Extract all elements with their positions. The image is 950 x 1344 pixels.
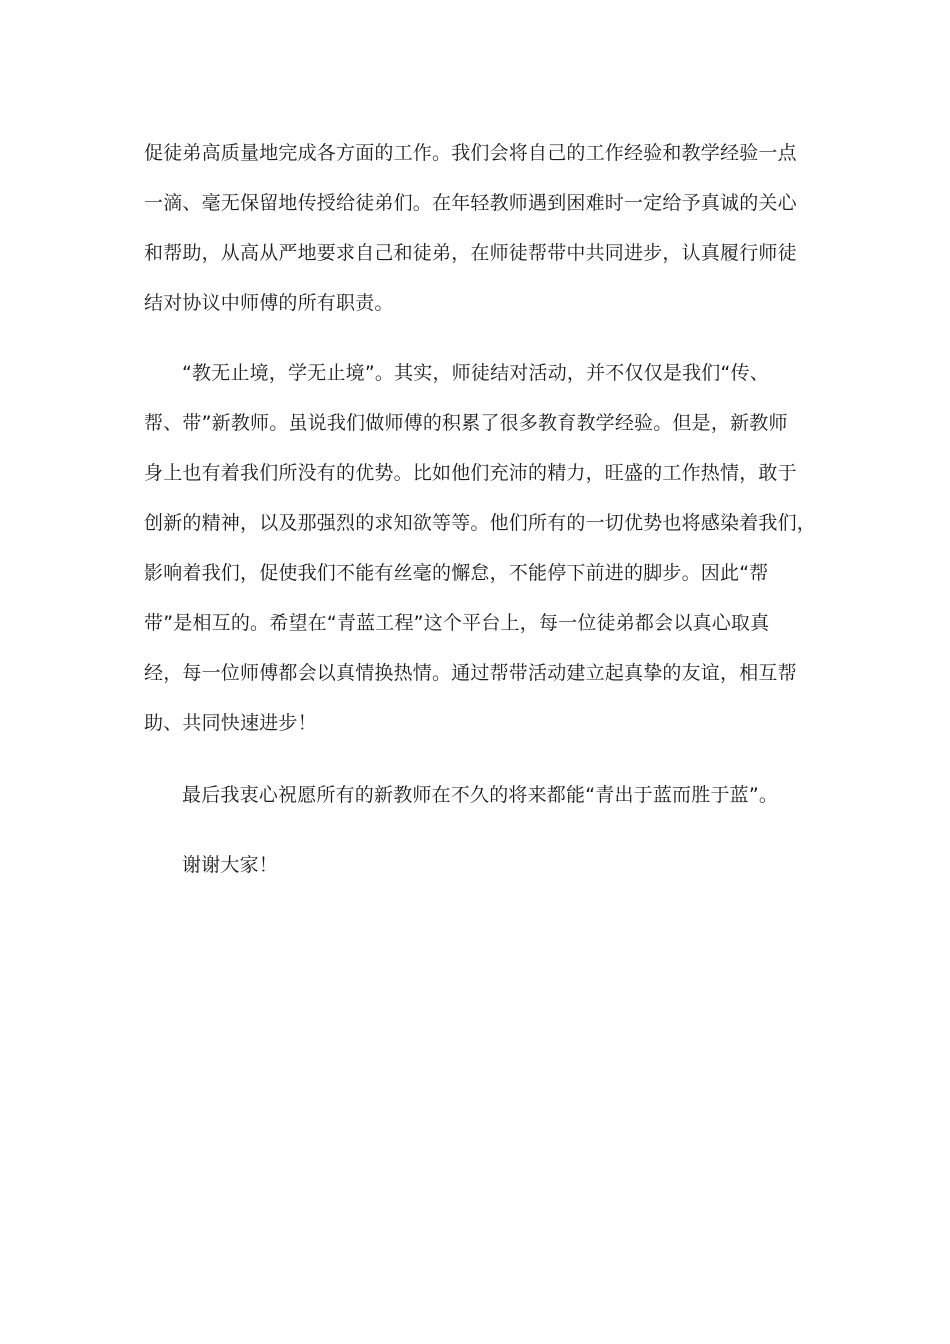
text-line: 最后我衷心祝愿所有的新教师在不久的将来都能“青出于蓝而胜于蓝”。 <box>182 784 779 806</box>
text-line: 谢谢大家！ <box>182 854 279 876</box>
text-line: 经，每一位师傅都会以真情换热情。通过帮带活动建立起真挚的友谊，相互帮 <box>144 662 797 684</box>
text-line: 结对协议中师傅的所有职责。 <box>144 292 394 314</box>
text-line: 促徒弟高质量地完成各方面的工作。我们会将自己的工作经验和教学经验一点 <box>144 142 797 164</box>
text-line: 帮、带”新教师。虽说我们做师傅的积累了很多教育教学经验。但是，新教师 <box>144 412 788 434</box>
text-line: 助、共同快速进步！ <box>144 712 317 734</box>
text-line: 带”是相互的。希望在“青蓝工程”这个平台上，每一位徒弟都会以真心取真 <box>144 612 770 634</box>
text-line: 和帮助，从高从严地要求自己和徒弟，在师徒帮带中共同进步，认真履行师徒 <box>144 242 797 264</box>
text-line: 一滴、毫无保留地传授给徒弟们。在年轻教师遇到困难时一定给予真诚的关心 <box>144 192 797 214</box>
text-line: “教无止境，学无止境”。其实，师徒结对活动，并不仅仅是我们“传、 <box>182 362 769 384</box>
text-line: 影响着我们，促使我们不能有丝毫的懈怠，不能停下前进的脚步。因此“帮 <box>144 562 769 584</box>
text-line: 创新的精神，以及那强烈的求知欲等等。他们所有的一切优势也将感染着我们， <box>144 512 817 534</box>
text-line: 身上也有着我们所没有的优势。比如他们充沛的精力，旺盛的工作热情，敢于 <box>144 462 797 484</box>
